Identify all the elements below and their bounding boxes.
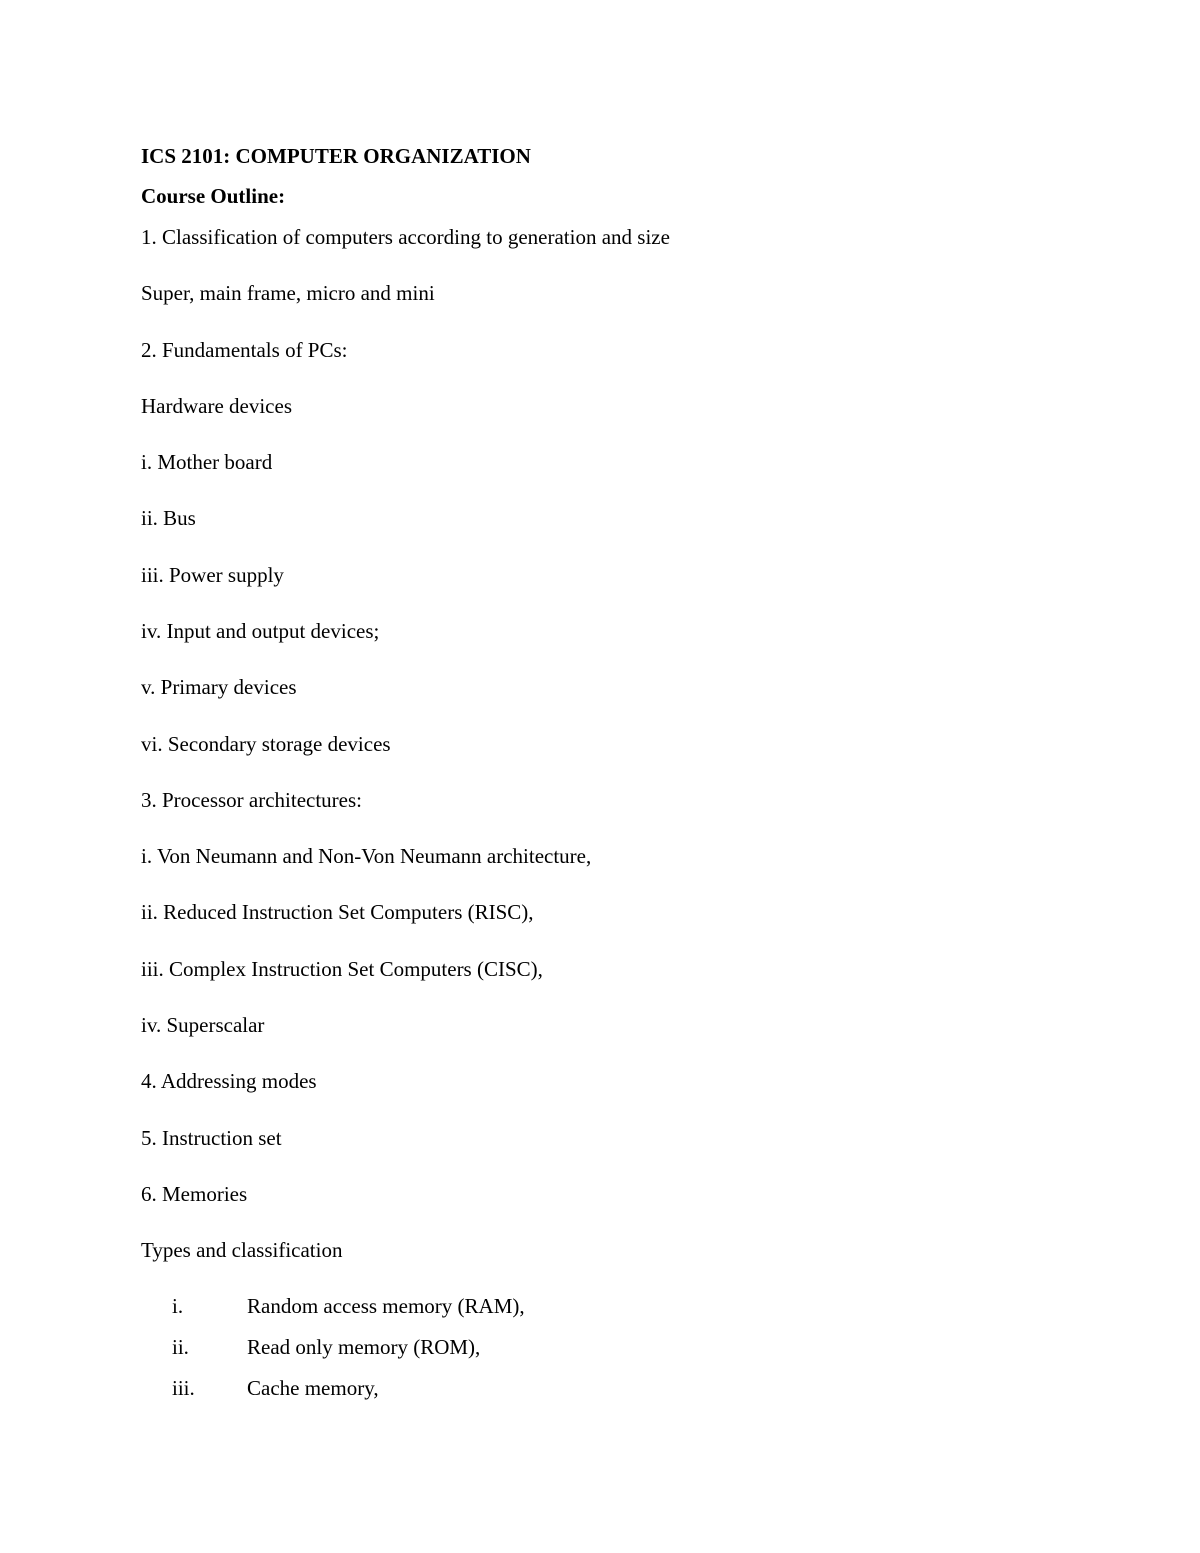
- outline-line: Super, main frame, micro and mini: [141, 281, 435, 305]
- outline-line: 5. Instruction set: [141, 1126, 282, 1150]
- outline-line: 2. Fundamentals of PCs:: [141, 338, 348, 362]
- outline-line: 1. Classification of computers according to generation and size: [141, 225, 670, 249]
- list-item-text: Read only memory (ROM),: [247, 1335, 481, 1359]
- list-numeral: iii.: [172, 1376, 195, 1400]
- outline-line: 6. Memories: [141, 1182, 248, 1206]
- outline-line: iv. Input and output devices;: [141, 619, 380, 643]
- list-numeral: i.: [172, 1294, 184, 1318]
- outline-line: Hardware devices: [141, 394, 292, 418]
- list-numeral: ii.: [172, 1335, 189, 1359]
- outline-line: 4. Addressing modes: [141, 1069, 317, 1093]
- outline-line: vi. Secondary storage devices: [141, 732, 391, 756]
- outline-line: ii. Bus: [141, 506, 196, 530]
- list-item-text: Random access memory (RAM),: [247, 1294, 525, 1318]
- outline-line: Types and classification: [141, 1238, 343, 1262]
- outline-line: i. Mother board: [141, 450, 273, 474]
- outline-line: i. Von Neumann and Non-Von Neumann architecture,: [141, 844, 592, 868]
- outline-line: ii. Reduced Instruction Set Computers (RISC),: [141, 900, 534, 924]
- outline-line: 3. Processor architectures:: [141, 788, 363, 812]
- document-title: ICS 2101: COMPUTER ORGANIZATION: [141, 144, 531, 168]
- outline-line: iv. Superscalar: [141, 1013, 265, 1037]
- outline-line: v. Primary devices: [141, 675, 297, 699]
- course-outline-heading: Course Outline:: [141, 184, 286, 208]
- outline-line: iii. Complex Instruction Set Computers (CISC),: [141, 957, 543, 981]
- outline-line: iii. Power supply: [141, 563, 284, 587]
- list-item-text: Cache memory,: [247, 1376, 379, 1400]
